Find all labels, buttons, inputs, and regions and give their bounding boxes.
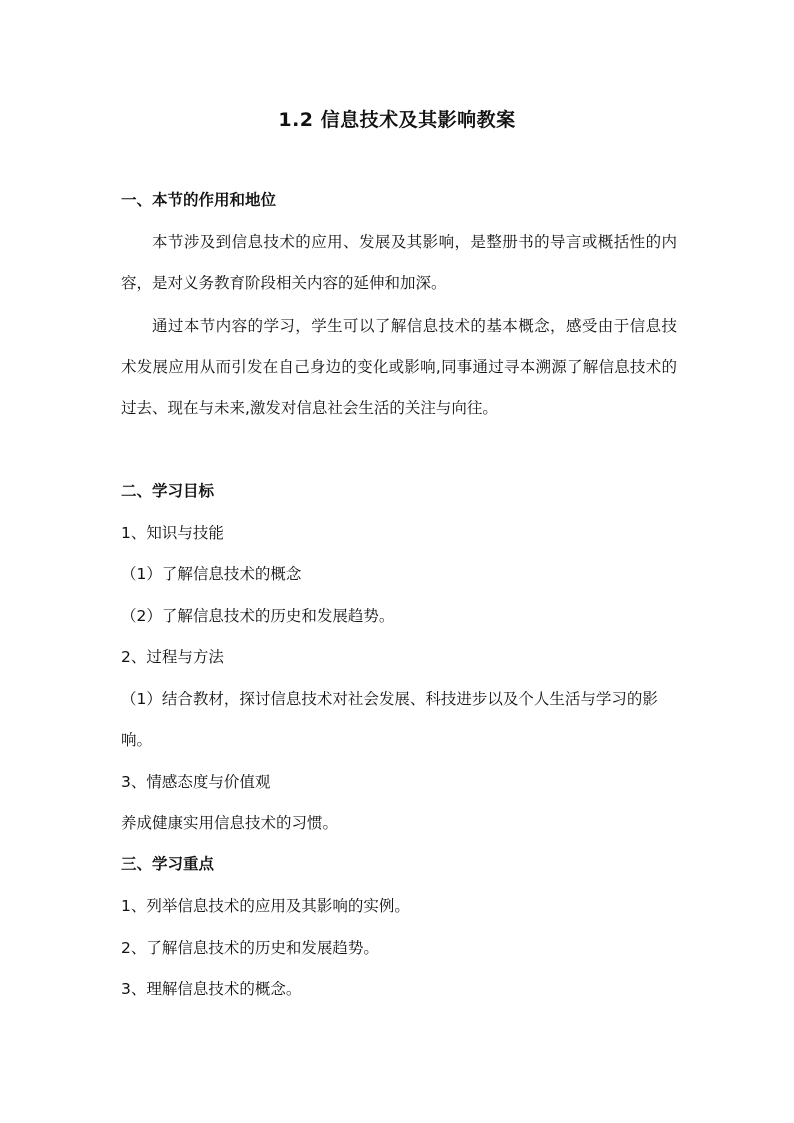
document-title: 1.2 信息技术及其影响教案: [278, 109, 516, 131]
list-item-process-1: （1）结合教材，探讨信息技术对社会发展、科技进步以及个人生活与学习的影响。: [121, 690, 658, 749]
subheading-knowledge: 1、知识与技能: [121, 524, 224, 542]
section-heading-1: 一、本节的作用和地位: [121, 191, 277, 209]
subheading-emotion: 3、情感态度与价值观: [121, 773, 271, 791]
paragraph-2: 通过本节内容的学习，学生可以了解信息技术的基本概念，感受由于信息技术发展应用从而引发在自己身边的变化或影响,同事通过寻本溯源了解信息技术的过去、现在与未来,激发对信息社会生活的关注与向往。: [121, 317, 677, 417]
list-item-knowledge-1: （1）了解信息技术的概念: [121, 565, 302, 583]
subheading-process: 2、过程与方法: [121, 648, 224, 666]
section-heading-2: 二、学习目标: [121, 482, 215, 500]
key-point-3: 3、理解信息技术的概念。: [121, 980, 302, 998]
section-heading-3: 三、学习重点: [121, 855, 215, 873]
key-point-1: 1、列举信息技术的应用及其影响的实例。: [121, 897, 410, 915]
paragraph-1: 本节涉及到信息技术的应用、发展及其影响，是整册书的导言或概括性的内容，是对义务教育阶段相关内容的延伸和加深。: [121, 233, 677, 292]
emotion-text: 养成健康实用信息技术的习惯。: [121, 814, 339, 832]
list-item-knowledge-2: （2）了解信息技术的历史和发展趋势。: [121, 607, 395, 625]
key-point-2: 2、了解信息技术的历史和发展趋势。: [121, 939, 379, 957]
